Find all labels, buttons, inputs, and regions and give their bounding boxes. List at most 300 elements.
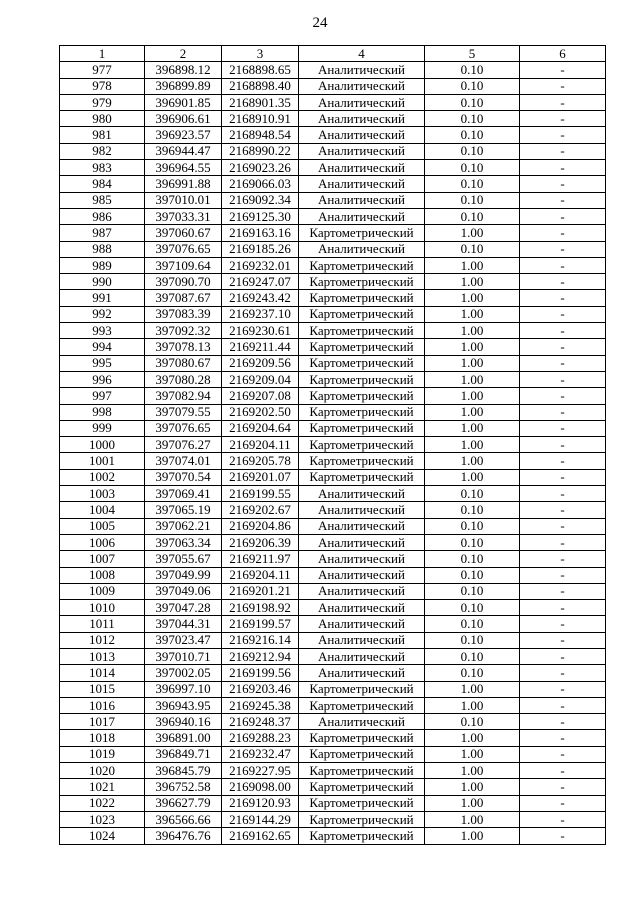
table-row — [60, 127, 606, 143]
coordinates-table — [59, 45, 606, 845]
accuracy-cell: 1.00 — [425, 257, 520, 273]
y-coordinate-cell: 2169216.14 — [222, 632, 299, 648]
x-coordinate-cell: 397092.32 — [145, 323, 222, 339]
accuracy-cell: 1.00 — [425, 795, 520, 811]
table-row — [60, 469, 606, 485]
y-coordinate-cell: 2169202.50 — [222, 404, 299, 420]
y-coordinate-cell: 2169185.26 — [222, 241, 299, 257]
description-cell: - — [520, 697, 606, 713]
table-row — [60, 486, 606, 502]
x-coordinate-cell: 397090.70 — [145, 274, 222, 290]
method-cell: Аналитический — [299, 518, 425, 534]
table-row — [60, 795, 606, 811]
description-cell: - — [520, 192, 606, 208]
y-coordinate-cell: 2169199.55 — [222, 486, 299, 502]
x-coordinate-cell: 396899.89 — [145, 78, 222, 94]
x-coordinate-cell: 396997.10 — [145, 681, 222, 697]
x-coordinate-cell: 397070.54 — [145, 469, 222, 485]
point-number-cell: 983 — [60, 160, 145, 176]
x-coordinate-cell: 397078.13 — [145, 339, 222, 355]
description-cell: - — [520, 567, 606, 583]
accuracy-cell: 1.00 — [425, 453, 520, 469]
table-row — [60, 730, 606, 746]
table-row — [60, 241, 606, 257]
method-cell: Аналитический — [299, 241, 425, 257]
description-cell: - — [520, 518, 606, 534]
description-cell: - — [520, 78, 606, 94]
accuracy-cell: 0.10 — [425, 600, 520, 616]
x-coordinate-cell: 397083.39 — [145, 306, 222, 322]
description-cell: - — [520, 681, 606, 697]
table-row — [60, 306, 606, 322]
method-cell: Картометрический — [299, 274, 425, 290]
table-row — [60, 600, 606, 616]
method-cell: Картометрический — [299, 811, 425, 827]
point-number-cell: 1011 — [60, 616, 145, 632]
table-row — [60, 551, 606, 567]
y-coordinate-cell: 2169232.01 — [222, 257, 299, 273]
table-row — [60, 828, 606, 844]
y-coordinate-cell: 2169248.37 — [222, 714, 299, 730]
point-number-cell: 985 — [60, 192, 145, 208]
y-coordinate-cell: 2168910.91 — [222, 111, 299, 127]
point-number-cell: 1004 — [60, 502, 145, 518]
accuracy-cell: 1.00 — [425, 388, 520, 404]
method-cell: Аналитический — [299, 665, 425, 681]
method-cell: Аналитический — [299, 616, 425, 632]
method-cell: Картометрический — [299, 225, 425, 241]
table-header-row — [60, 46, 606, 62]
accuracy-cell: 1.00 — [425, 420, 520, 436]
x-coordinate-cell: 397069.41 — [145, 486, 222, 502]
table-row — [60, 616, 606, 632]
description-cell: - — [520, 583, 606, 599]
x-coordinate-cell: 397049.99 — [145, 567, 222, 583]
x-coordinate-cell: 397060.67 — [145, 225, 222, 241]
header-col-1: 1 — [60, 46, 145, 62]
y-coordinate-cell: 2169098.00 — [222, 779, 299, 795]
point-number-cell: 979 — [60, 94, 145, 110]
point-number-cell: 1024 — [60, 828, 145, 844]
description-cell: - — [520, 127, 606, 143]
accuracy-cell: 1.00 — [425, 746, 520, 762]
method-cell: Картометрический — [299, 453, 425, 469]
accuracy-cell: 0.10 — [425, 143, 520, 159]
x-coordinate-cell: 397063.34 — [145, 534, 222, 550]
description-cell: - — [520, 323, 606, 339]
method-cell: Картометрический — [299, 795, 425, 811]
description-cell: - — [520, 828, 606, 844]
x-coordinate-cell: 397065.19 — [145, 502, 222, 518]
accuracy-cell: 0.10 — [425, 78, 520, 94]
accuracy-cell: 0.10 — [425, 127, 520, 143]
accuracy-cell: 1.00 — [425, 306, 520, 322]
method-cell: Аналитический — [299, 583, 425, 599]
y-coordinate-cell: 2169243.42 — [222, 290, 299, 306]
x-coordinate-cell: 397010.01 — [145, 192, 222, 208]
description-cell: - — [520, 94, 606, 110]
accuracy-cell: 1.00 — [425, 811, 520, 827]
description-cell: - — [520, 160, 606, 176]
description-cell: - — [520, 534, 606, 550]
point-number-cell: 991 — [60, 290, 145, 306]
table-row — [60, 160, 606, 176]
accuracy-cell: 1.00 — [425, 290, 520, 306]
y-coordinate-cell: 2169092.34 — [222, 192, 299, 208]
point-number-cell: 1007 — [60, 551, 145, 567]
description-cell: - — [520, 665, 606, 681]
x-coordinate-cell: 396849.71 — [145, 746, 222, 762]
y-coordinate-cell: 2169207.08 — [222, 388, 299, 404]
x-coordinate-cell: 396752.58 — [145, 779, 222, 795]
table-row — [60, 681, 606, 697]
x-coordinate-cell: 396901.85 — [145, 94, 222, 110]
table-row — [60, 746, 606, 762]
description-cell: - — [520, 648, 606, 664]
method-cell: Картометрический — [299, 339, 425, 355]
point-number-cell: 992 — [60, 306, 145, 322]
y-coordinate-cell: 2169120.93 — [222, 795, 299, 811]
description-cell: - — [520, 208, 606, 224]
y-coordinate-cell: 2169232.47 — [222, 746, 299, 762]
description-cell: - — [520, 225, 606, 241]
table-row — [60, 323, 606, 339]
description-cell: - — [520, 730, 606, 746]
y-coordinate-cell: 2169209.04 — [222, 371, 299, 387]
y-coordinate-cell: 2169201.21 — [222, 583, 299, 599]
accuracy-cell: 0.10 — [425, 665, 520, 681]
accuracy-cell: 0.10 — [425, 94, 520, 110]
point-number-cell: 1020 — [60, 763, 145, 779]
accuracy-cell: 1.00 — [425, 730, 520, 746]
point-number-cell: 988 — [60, 241, 145, 257]
table-row — [60, 632, 606, 648]
point-number-cell: 1017 — [60, 714, 145, 730]
point-number-cell: 1016 — [60, 697, 145, 713]
table-row — [60, 437, 606, 453]
point-number-cell: 996 — [60, 371, 145, 387]
method-cell: Аналитический — [299, 143, 425, 159]
y-coordinate-cell: 2169201.07 — [222, 469, 299, 485]
table-row — [60, 339, 606, 355]
y-coordinate-cell: 2169212.94 — [222, 648, 299, 664]
accuracy-cell: 0.10 — [425, 111, 520, 127]
description-cell: - — [520, 62, 606, 78]
accuracy-cell: 1.00 — [425, 828, 520, 844]
point-number-cell: 1006 — [60, 534, 145, 550]
point-number-cell: 986 — [60, 208, 145, 224]
x-coordinate-cell: 397055.67 — [145, 551, 222, 567]
x-coordinate-cell: 397023.47 — [145, 632, 222, 648]
page-number: 24 — [312, 15, 328, 31]
y-coordinate-cell: 2169288.23 — [222, 730, 299, 746]
point-number-cell: 1009 — [60, 583, 145, 599]
table-row — [60, 94, 606, 110]
description-cell: - — [520, 486, 606, 502]
x-coordinate-cell: 397080.67 — [145, 355, 222, 371]
y-coordinate-cell: 2169199.57 — [222, 616, 299, 632]
accuracy-cell: 1.00 — [425, 437, 520, 453]
table-row — [60, 111, 606, 127]
x-coordinate-cell: 397109.64 — [145, 257, 222, 273]
table-row — [60, 697, 606, 713]
table-row — [60, 388, 606, 404]
point-number-cell: 978 — [60, 78, 145, 94]
method-cell: Аналитический — [299, 714, 425, 730]
accuracy-cell: 1.00 — [425, 371, 520, 387]
header-col-6: 6 — [520, 46, 606, 62]
accuracy-cell: 0.10 — [425, 192, 520, 208]
x-coordinate-cell: 397082.94 — [145, 388, 222, 404]
y-coordinate-cell: 2168898.40 — [222, 78, 299, 94]
point-number-cell: 980 — [60, 111, 145, 127]
table-row — [60, 208, 606, 224]
description-cell: - — [520, 241, 606, 257]
table-row — [60, 78, 606, 94]
method-cell: Картометрический — [299, 697, 425, 713]
y-coordinate-cell: 2169206.39 — [222, 534, 299, 550]
x-coordinate-cell: 397033.31 — [145, 208, 222, 224]
accuracy-cell: 0.10 — [425, 648, 520, 664]
method-cell: Картометрический — [299, 746, 425, 762]
description-cell: - — [520, 306, 606, 322]
description-cell: - — [520, 795, 606, 811]
method-cell: Аналитический — [299, 567, 425, 583]
x-coordinate-cell: 397044.31 — [145, 616, 222, 632]
table-row — [60, 225, 606, 241]
method-cell: Картометрический — [299, 355, 425, 371]
table-row — [60, 779, 606, 795]
table-row — [60, 648, 606, 664]
method-cell: Аналитический — [299, 648, 425, 664]
method-cell: Картометрический — [299, 469, 425, 485]
accuracy-cell: 1.00 — [425, 697, 520, 713]
accuracy-cell: 1.00 — [425, 355, 520, 371]
x-coordinate-cell: 397076.65 — [145, 241, 222, 257]
x-coordinate-cell: 396940.16 — [145, 714, 222, 730]
table-row — [60, 355, 606, 371]
y-coordinate-cell: 2169204.86 — [222, 518, 299, 534]
point-number-cell: 984 — [60, 176, 145, 192]
point-number-cell: 1000 — [60, 437, 145, 453]
y-coordinate-cell: 2169162.65 — [222, 828, 299, 844]
table-row — [60, 420, 606, 436]
table-row — [60, 62, 606, 78]
method-cell: Картометрический — [299, 371, 425, 387]
point-number-cell: 1008 — [60, 567, 145, 583]
description-cell: - — [520, 632, 606, 648]
point-number-cell: 1022 — [60, 795, 145, 811]
y-coordinate-cell: 2169204.11 — [222, 437, 299, 453]
y-coordinate-cell: 2169202.67 — [222, 502, 299, 518]
method-cell: Картометрический — [299, 828, 425, 844]
x-coordinate-cell: 397079.55 — [145, 404, 222, 420]
header-col-4: 4 — [299, 46, 425, 62]
table-row — [60, 502, 606, 518]
description-cell: - — [520, 763, 606, 779]
method-cell: Аналитический — [299, 486, 425, 502]
method-cell: Аналитический — [299, 111, 425, 127]
method-cell: Картометрический — [299, 681, 425, 697]
accuracy-cell: 0.10 — [425, 62, 520, 78]
point-number-cell: 1010 — [60, 600, 145, 616]
method-cell: Аналитический — [299, 551, 425, 567]
point-number-cell: 998 — [60, 404, 145, 420]
table-row — [60, 257, 606, 273]
method-cell: Картометрический — [299, 437, 425, 453]
description-cell: - — [520, 420, 606, 436]
y-coordinate-cell: 2169245.38 — [222, 697, 299, 713]
description-cell: - — [520, 600, 606, 616]
table-row — [60, 534, 606, 550]
x-coordinate-cell: 396906.61 — [145, 111, 222, 127]
method-cell: Аналитический — [299, 208, 425, 224]
point-number-cell: 977 — [60, 62, 145, 78]
point-number-cell: 1001 — [60, 453, 145, 469]
accuracy-cell: 0.10 — [425, 486, 520, 502]
x-coordinate-cell: 396476.76 — [145, 828, 222, 844]
description-cell: - — [520, 290, 606, 306]
point-number-cell: 1013 — [60, 648, 145, 664]
y-coordinate-cell: 2169066.03 — [222, 176, 299, 192]
point-number-cell: 995 — [60, 355, 145, 371]
point-number-cell: 993 — [60, 323, 145, 339]
description-cell: - — [520, 469, 606, 485]
point-number-cell: 1018 — [60, 730, 145, 746]
y-coordinate-cell: 2169163.16 — [222, 225, 299, 241]
y-coordinate-cell: 2169205.78 — [222, 453, 299, 469]
description-cell: - — [520, 616, 606, 632]
description-cell: - — [520, 779, 606, 795]
x-coordinate-cell: 396566.66 — [145, 811, 222, 827]
method-cell: Аналитический — [299, 176, 425, 192]
table-row — [60, 143, 606, 159]
y-coordinate-cell: 2169247.07 — [222, 274, 299, 290]
x-coordinate-cell: 397087.67 — [145, 290, 222, 306]
table-row — [60, 714, 606, 730]
accuracy-cell: 1.00 — [425, 763, 520, 779]
y-coordinate-cell: 2169204.64 — [222, 420, 299, 436]
y-coordinate-cell: 2168990.22 — [222, 143, 299, 159]
description-cell: - — [520, 371, 606, 387]
y-coordinate-cell: 2168898.65 — [222, 62, 299, 78]
point-number-cell: 981 — [60, 127, 145, 143]
table-row — [60, 665, 606, 681]
accuracy-cell: 1.00 — [425, 339, 520, 355]
y-coordinate-cell: 2169209.56 — [222, 355, 299, 371]
point-number-cell: 999 — [60, 420, 145, 436]
x-coordinate-cell: 397076.65 — [145, 420, 222, 436]
y-coordinate-cell: 2169198.92 — [222, 600, 299, 616]
y-coordinate-cell: 2169227.95 — [222, 763, 299, 779]
y-coordinate-cell: 2169204.11 — [222, 567, 299, 583]
method-cell: Аналитический — [299, 94, 425, 110]
x-coordinate-cell: 397062.21 — [145, 518, 222, 534]
accuracy-cell: 1.00 — [425, 779, 520, 795]
description-cell: - — [520, 274, 606, 290]
method-cell: Аналитический — [299, 192, 425, 208]
y-coordinate-cell: 2169023.26 — [222, 160, 299, 176]
x-coordinate-cell: 396964.55 — [145, 160, 222, 176]
header-col-3: 3 — [222, 46, 299, 62]
point-number-cell: 1003 — [60, 486, 145, 502]
accuracy-cell: 1.00 — [425, 404, 520, 420]
description-cell: - — [520, 388, 606, 404]
method-cell: Аналитический — [299, 62, 425, 78]
accuracy-cell: 0.10 — [425, 583, 520, 599]
description-cell: - — [520, 176, 606, 192]
x-coordinate-cell: 397076.27 — [145, 437, 222, 453]
description-cell: - — [520, 404, 606, 420]
x-coordinate-cell: 396845.79 — [145, 763, 222, 779]
y-coordinate-cell: 2169230.61 — [222, 323, 299, 339]
method-cell: Аналитический — [299, 534, 425, 550]
description-cell: - — [520, 437, 606, 453]
point-number-cell: 1023 — [60, 811, 145, 827]
description-cell: - — [520, 551, 606, 567]
point-number-cell: 1005 — [60, 518, 145, 534]
x-coordinate-cell: 396627.79 — [145, 795, 222, 811]
x-coordinate-cell: 396923.57 — [145, 127, 222, 143]
table-row — [60, 404, 606, 420]
accuracy-cell: 1.00 — [425, 681, 520, 697]
table-row — [60, 453, 606, 469]
header-col-2: 2 — [145, 46, 222, 62]
accuracy-cell: 0.10 — [425, 632, 520, 648]
table-row — [60, 583, 606, 599]
accuracy-cell: 1.00 — [425, 469, 520, 485]
y-coordinate-cell: 2169125.30 — [222, 208, 299, 224]
description-cell: - — [520, 811, 606, 827]
method-cell: Картометрический — [299, 323, 425, 339]
point-number-cell: 1019 — [60, 746, 145, 762]
x-coordinate-cell: 397047.28 — [145, 600, 222, 616]
description-cell: - — [520, 355, 606, 371]
method-cell: Картометрический — [299, 290, 425, 306]
x-coordinate-cell: 396943.95 — [145, 697, 222, 713]
method-cell: Картометрический — [299, 730, 425, 746]
method-cell: Картометрический — [299, 420, 425, 436]
accuracy-cell: 0.10 — [425, 714, 520, 730]
y-coordinate-cell: 2169211.97 — [222, 551, 299, 567]
method-cell: Аналитический — [299, 78, 425, 94]
x-coordinate-cell: 396891.00 — [145, 730, 222, 746]
x-coordinate-cell: 397002.05 — [145, 665, 222, 681]
point-number-cell: 997 — [60, 388, 145, 404]
description-cell: - — [520, 111, 606, 127]
y-coordinate-cell: 2168901.35 — [222, 94, 299, 110]
accuracy-cell: 0.10 — [425, 616, 520, 632]
accuracy-cell: 0.10 — [425, 551, 520, 567]
method-cell: Картометрический — [299, 257, 425, 273]
table-row — [60, 371, 606, 387]
y-coordinate-cell: 2169211.44 — [222, 339, 299, 355]
point-number-cell: 987 — [60, 225, 145, 241]
accuracy-cell: 0.10 — [425, 241, 520, 257]
method-cell: Аналитический — [299, 502, 425, 518]
table-row — [60, 763, 606, 779]
point-number-cell: 1002 — [60, 469, 145, 485]
point-number-cell: 990 — [60, 274, 145, 290]
method-cell: Картометрический — [299, 388, 425, 404]
accuracy-cell: 1.00 — [425, 225, 520, 241]
description-cell: - — [520, 714, 606, 730]
table-row — [60, 192, 606, 208]
point-number-cell: 1015 — [60, 681, 145, 697]
method-cell: Аналитический — [299, 160, 425, 176]
x-coordinate-cell: 397074.01 — [145, 453, 222, 469]
method-cell: Картометрический — [299, 779, 425, 795]
